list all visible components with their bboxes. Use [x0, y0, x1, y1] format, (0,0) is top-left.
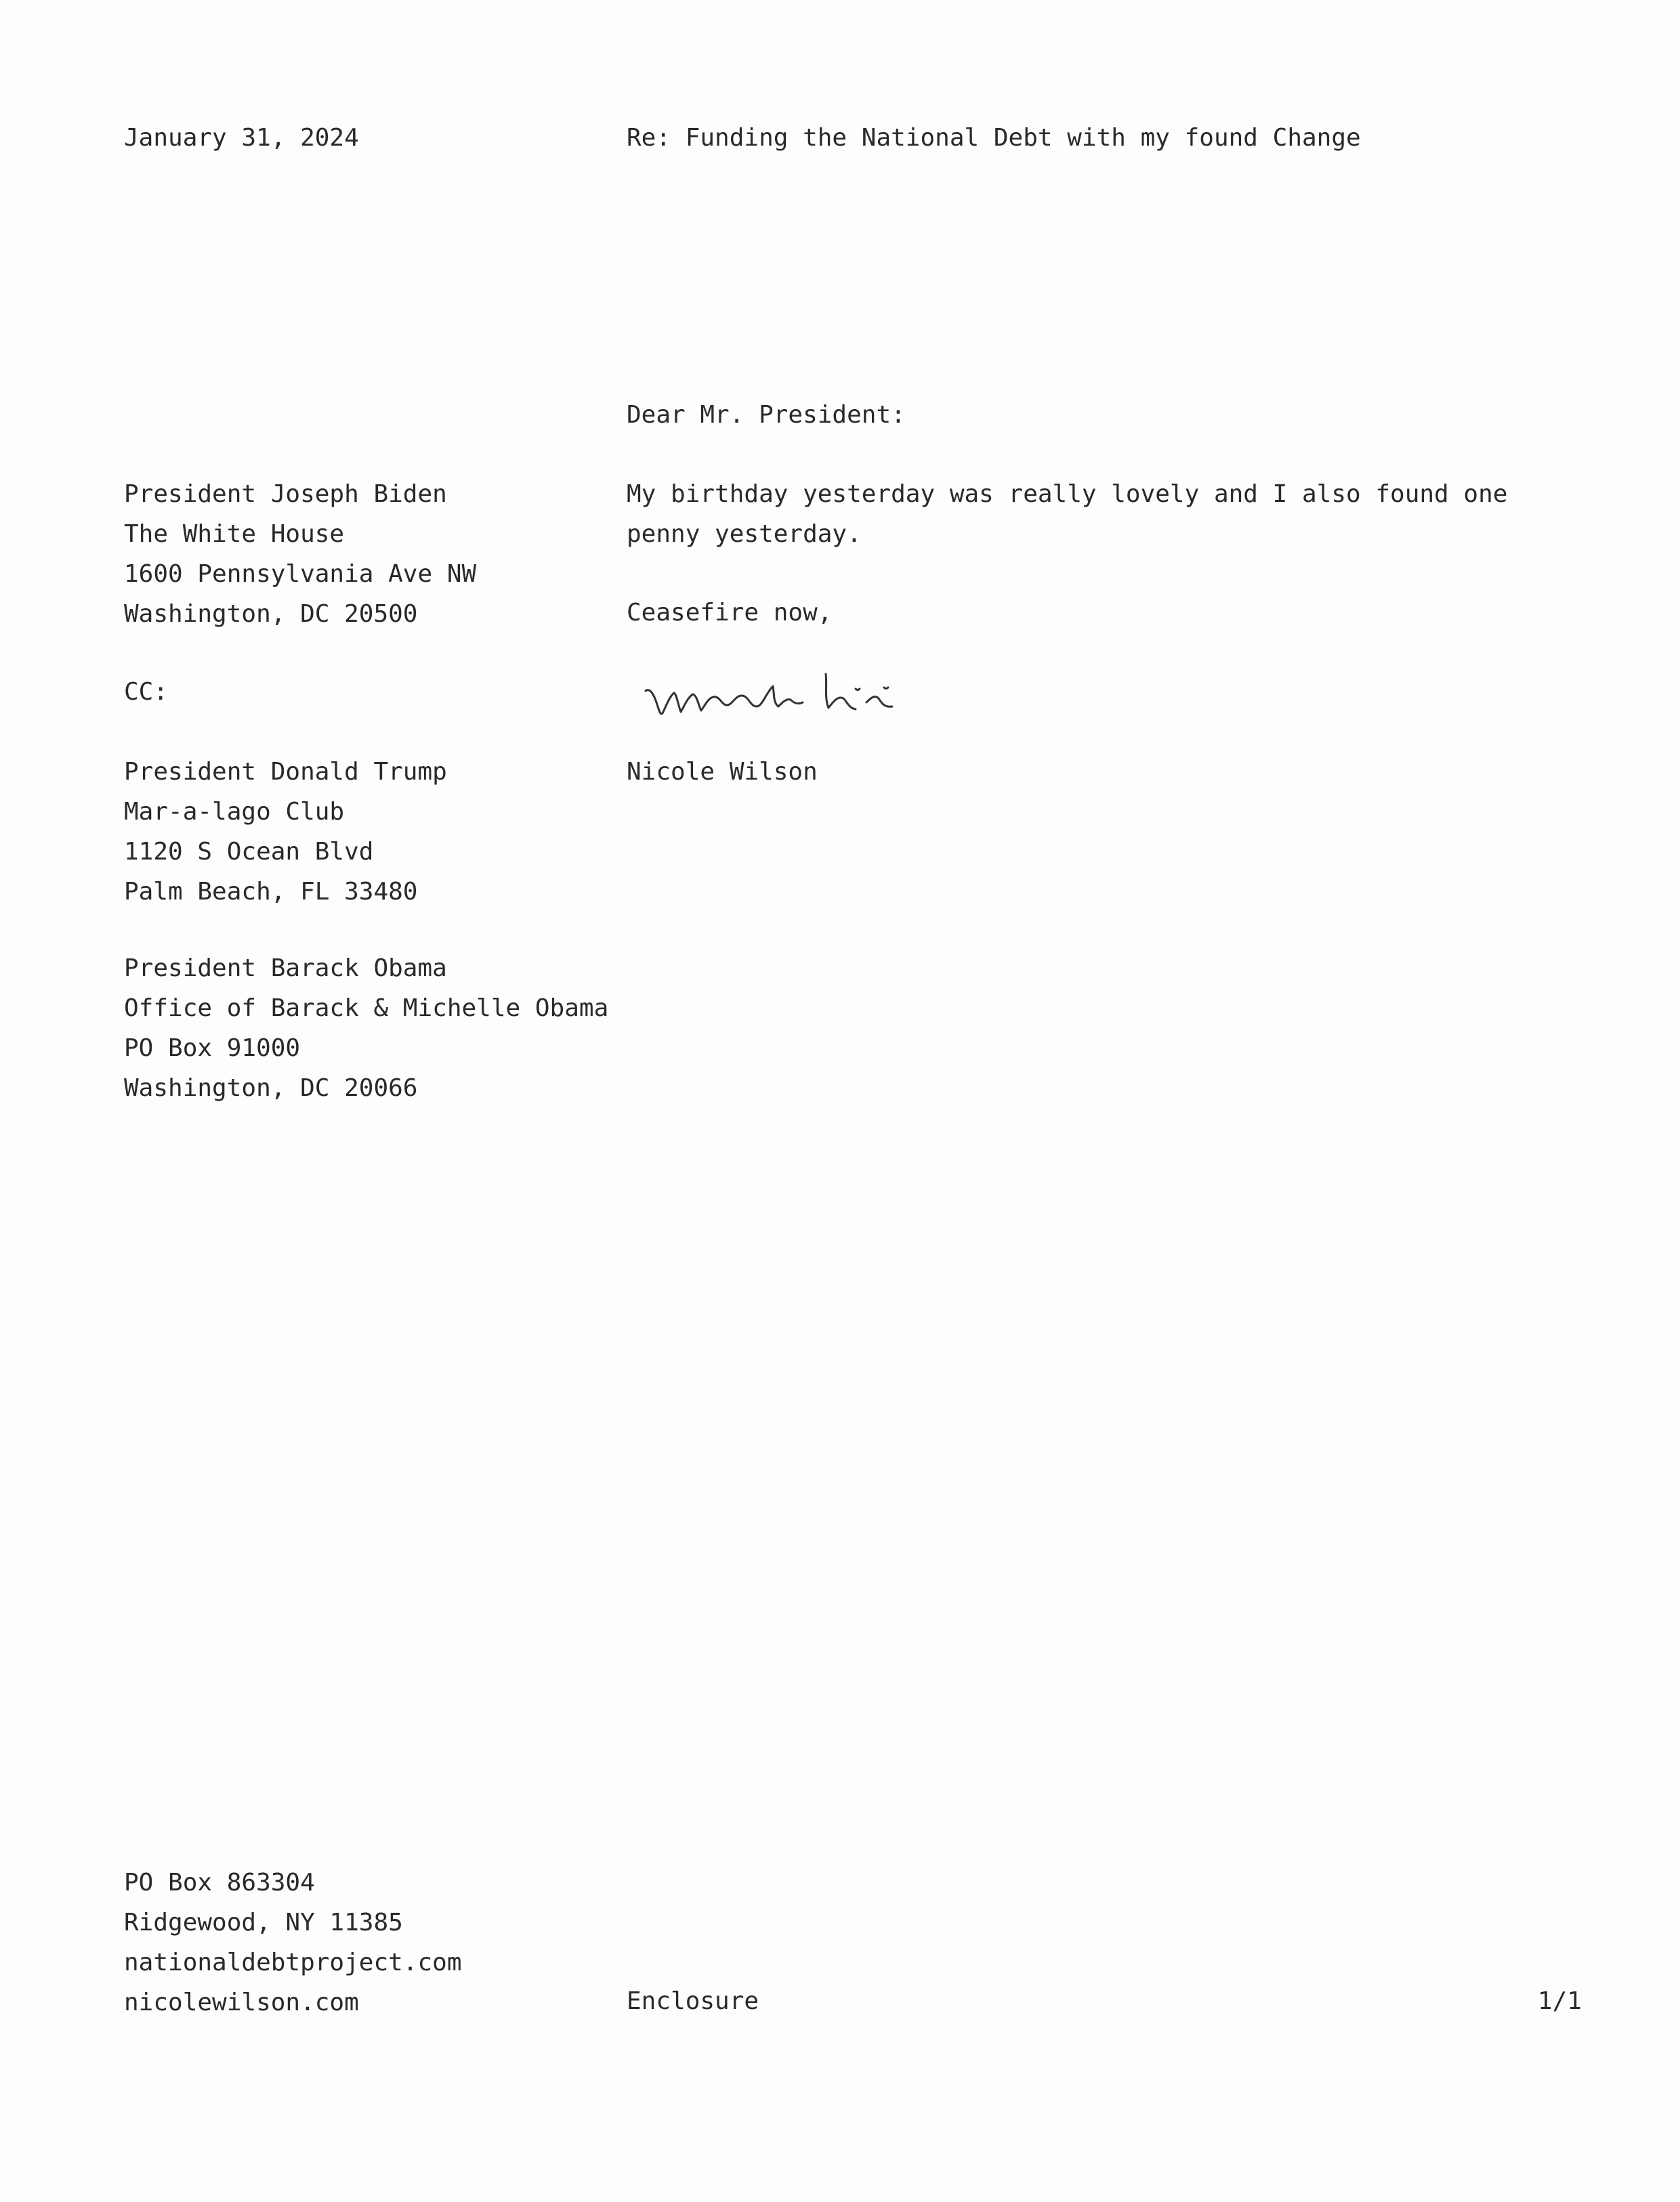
page-number-text: 1/1: [1538, 1987, 1582, 2015]
letter-subject: [627, 118, 1361, 158]
handwritten-signature-icon: [640, 660, 992, 735]
signer-name: [627, 752, 818, 792]
cc-recipient-address: [124, 948, 608, 1108]
date-text: January 31, 2024: [124, 124, 359, 152]
address-line: Washington, DC 20066: [124, 1074, 418, 1102]
sender-line: PO Box 863304: [124, 1869, 315, 1897]
body-paragraph: My birthday yesterday was really lovely and I also found one penny yesterday.: [627, 480, 1508, 548]
signer-name-text: Nicole Wilson: [627, 758, 818, 786]
closing-text: Ceasefire now,: [627, 599, 833, 627]
address-line: President Joseph Biden: [124, 480, 447, 508]
sender-website: nationaldebtproject.com: [124, 1949, 462, 1976]
sender-contact: [124, 1863, 462, 2023]
address-line: Washington, DC 20500: [124, 600, 418, 628]
cc-label: [124, 672, 168, 712]
cc-recipient-address: [124, 752, 447, 912]
enclosure-note: [627, 1981, 759, 2021]
address-line: PO Box 91000: [124, 1034, 301, 1062]
complimentary-close: [627, 593, 832, 633]
address-line: Palm Beach, FL 33480: [124, 878, 418, 906]
sender-website: nicolewilson.com: [124, 1989, 359, 2016]
address-line: President Donald Trump: [124, 758, 447, 786]
page-number: [1538, 1981, 1582, 2021]
salutation-text: Dear Mr. President:: [627, 401, 906, 429]
recipient-address: [124, 474, 476, 634]
sender-line: Ridgewood, NY 11385: [124, 1909, 403, 1936]
salutation: [627, 395, 906, 435]
address-line: The White House: [124, 520, 345, 548]
letter-date: [124, 118, 359, 158]
address-line: President Barack Obama: [124, 954, 447, 982]
address-line: Office of Barack & Michelle Obama: [124, 994, 609, 1022]
enclosure-text: Enclosure: [627, 1987, 759, 2015]
address-line: 1600 Pennsylvania Ave NW: [124, 560, 477, 588]
address-line: 1120 S Ocean Blvd: [124, 838, 374, 866]
subject-text: Re: Funding the National Debt with my found Change: [627, 124, 1361, 152]
letter-body: [627, 474, 1589, 554]
address-line: Mar-a-lago Club: [124, 798, 345, 826]
cc-label-text: CC:: [124, 678, 169, 706]
